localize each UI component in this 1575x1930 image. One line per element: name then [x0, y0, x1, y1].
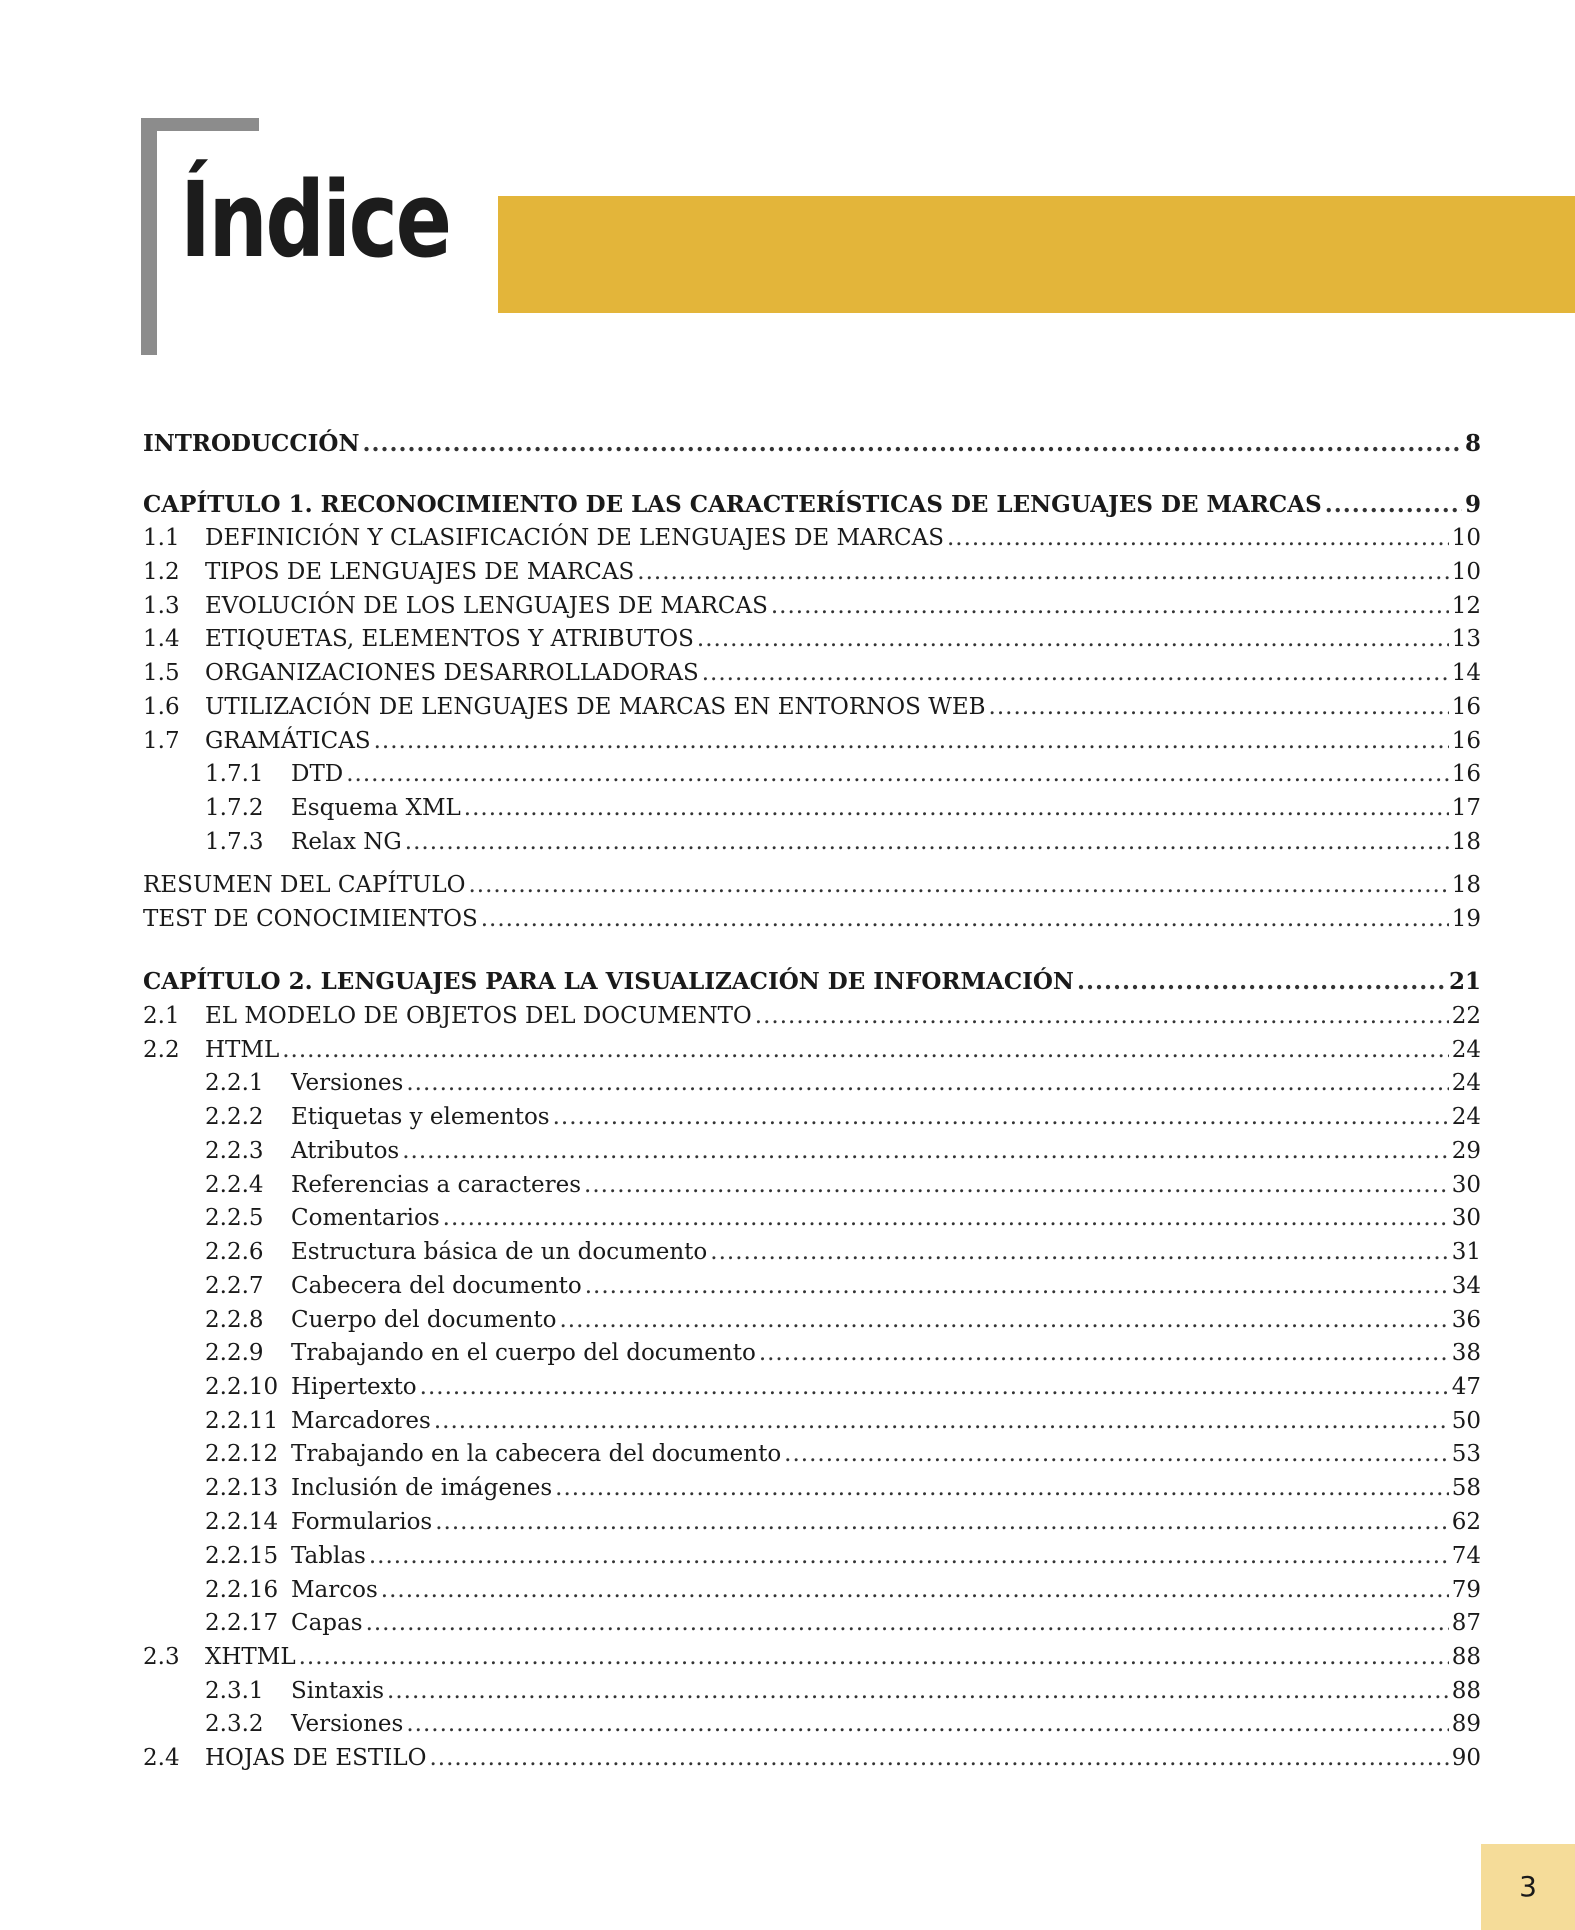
- toc-entry: [143, 427, 1481, 461]
- toc-dot-leader: [468, 868, 1448, 902]
- toc-entry-number: 2.2.12: [205, 1441, 279, 1467]
- toc-entry-number: 2.2.13: [205, 1475, 279, 1501]
- toc-entry-label: CAPÍTULO 1. RECONOCIMIENTO DE LAS CARACTERÍSTICAS DE LENGUAJES DE MARCAS: [143, 491, 1322, 518]
- toc-entry: [143, 1303, 1481, 1337]
- toc-dot-leader: [1325, 488, 1462, 522]
- toc-dot-leader: [989, 690, 1449, 724]
- toc-entry-label: Marcos: [291, 1577, 378, 1603]
- toc-entry-page: 53: [1451, 1441, 1481, 1467]
- toc-dot-leader: [755, 999, 1449, 1033]
- toc-entry-label: Etiquetas y elementos: [291, 1104, 550, 1130]
- toc-entry-number: 2.2.15: [205, 1543, 279, 1569]
- toc-entry-page: 21: [1448, 968, 1481, 995]
- toc-dot-leader: [406, 1707, 1448, 1741]
- toc-entry-label: Capas: [291, 1610, 363, 1636]
- toc-entry: [143, 1573, 1481, 1607]
- toc-dot-leader: [947, 521, 1449, 555]
- toc-entry-page: 50: [1451, 1408, 1481, 1434]
- toc-entry-page: 89: [1451, 1711, 1481, 1737]
- toc-dot-leader: [402, 1134, 1448, 1168]
- toc-entry-number: 2.2.5: [205, 1205, 264, 1231]
- toc-entry: [143, 1100, 1481, 1134]
- toc-entry-label: INTRODUCCIÓN: [143, 430, 360, 457]
- toc-entry-page: 9: [1464, 491, 1481, 518]
- toc-entry-page: 30: [1451, 1172, 1481, 1198]
- toc-entry: [143, 999, 1481, 1033]
- toc-dot-leader: [434, 1404, 1449, 1438]
- toc-entry-page: 74: [1451, 1543, 1481, 1569]
- toc-entry-number: 2.3.1: [205, 1678, 264, 1704]
- toc-entry-page: 47: [1451, 1374, 1481, 1400]
- toc-dot-leader: [429, 1741, 1448, 1775]
- toc-entry-page: 22: [1451, 1003, 1481, 1029]
- toc-entry-label: HTML: [205, 1037, 280, 1063]
- toc-entry-page: 58: [1451, 1475, 1481, 1501]
- toc-entry: [143, 825, 1481, 859]
- toc-entry: [143, 1066, 1481, 1100]
- toc-entry-number: 2.2.1: [205, 1070, 264, 1096]
- toc-entry: [143, 622, 1481, 656]
- toc-entry-number: 2.2.4: [205, 1172, 264, 1198]
- toc-entry-page: 16: [1451, 728, 1481, 754]
- toc-entry: [143, 757, 1481, 791]
- toc-dot-leader: [405, 825, 1449, 859]
- toc-dot-leader: [697, 622, 1449, 656]
- toc-entry-label: Marcadores: [291, 1408, 431, 1434]
- toc-entry-page: 90: [1451, 1745, 1481, 1771]
- toc-entry: [143, 1134, 1481, 1168]
- toc-entry: [143, 1033, 1481, 1067]
- toc-entry-label: Versiones: [291, 1711, 404, 1737]
- toc-entry-number: 2.2.6: [205, 1239, 264, 1265]
- toc-entry-label: Estructura básica de un documento: [291, 1239, 708, 1265]
- toc-entry: [143, 1505, 1481, 1539]
- toc-entry: [143, 1707, 1481, 1741]
- toc-entry: [143, 1606, 1481, 1640]
- toc-entry-label: Relax NG: [291, 829, 402, 855]
- toc-dot-leader: [362, 427, 1462, 461]
- toc-dot-leader: [637, 555, 1448, 589]
- toc-entry-label: Cabecera del documento: [291, 1273, 582, 1299]
- toc-entry-page: 62: [1451, 1509, 1481, 1535]
- toc-entry-page: 12: [1451, 593, 1481, 619]
- toc-entry-label: Hipertexto: [291, 1374, 417, 1400]
- toc-entry-page: 24: [1451, 1070, 1481, 1096]
- toc-entry-number: 1.5: [143, 660, 180, 686]
- toc-entry-label: Sintaxis: [291, 1678, 385, 1704]
- toc-entry-page: 18: [1451, 872, 1481, 898]
- toc-entry: [143, 1235, 1481, 1269]
- toc-entry-page: 10: [1451, 525, 1481, 551]
- toc-entry-number: 1.7.1: [205, 761, 264, 787]
- toc-dot-leader: [584, 1168, 1449, 1202]
- toc-entry: [143, 1741, 1481, 1775]
- toc-entry: [143, 1201, 1481, 1235]
- toc-dot-leader: [585, 1269, 1449, 1303]
- toc-entry-label: TEST DE CONOCIMIENTOS: [143, 906, 478, 932]
- toc-entry-number: 2.2.14: [205, 1509, 279, 1535]
- toc-entry-label: Formularios: [291, 1509, 433, 1535]
- toc-entry-label: Esquema XML: [291, 795, 461, 821]
- toc-entry-number: 2.2.9: [205, 1340, 264, 1366]
- toc-entry-label: Comentarios: [291, 1205, 440, 1231]
- toc-entry-number: 1.6: [143, 694, 180, 720]
- toc-entry-label: HOJAS DE ESTILO: [205, 1745, 427, 1771]
- toc-entry-number: 1.7.2: [205, 795, 264, 821]
- toc-entry-page: 34: [1451, 1273, 1481, 1299]
- toc-entry-label: Inclusión de imágenes: [291, 1475, 553, 1501]
- toc-entry: [143, 1269, 1481, 1303]
- toc-entry-page: 13: [1451, 626, 1481, 652]
- toc-entry-page: 10: [1451, 559, 1481, 585]
- toc-dot-leader: [369, 1539, 1449, 1573]
- toc-dot-leader: [553, 1100, 1449, 1134]
- toc-entry: [143, 1539, 1481, 1573]
- toc-dot-leader: [560, 1303, 1449, 1337]
- toc-entry-page: 38: [1451, 1340, 1481, 1366]
- toc-dot-leader: [381, 1573, 1449, 1607]
- toc-entry-page: 31: [1451, 1239, 1481, 1265]
- header-accent-band: [498, 196, 1575, 313]
- toc-entry-number: 2.3.2: [205, 1711, 264, 1737]
- toc-entry-number: 1.1: [143, 525, 180, 551]
- toc-dot-leader: [282, 1033, 1448, 1067]
- header-bracket-top: [141, 118, 259, 131]
- toc-dot-leader: [771, 589, 1449, 623]
- toc-dot-leader: [420, 1370, 1449, 1404]
- toc-entry-number: 1.7: [143, 728, 180, 754]
- toc-entry-label: CAPÍTULO 2. LENGUAJES PARA LA VISUALIZACIÓN DE INFORMACIÓN: [143, 968, 1074, 995]
- toc-entry-label: GRAMÁTICAS: [205, 728, 371, 754]
- toc-entry-page: 19: [1451, 906, 1481, 932]
- toc-entry-page: 8: [1464, 430, 1481, 457]
- toc-dot-leader: [435, 1505, 1448, 1539]
- toc-dot-leader: [299, 1640, 1449, 1674]
- toc-entry-number: 2.2: [143, 1037, 180, 1063]
- toc-entry: [143, 724, 1481, 758]
- page-number: 3: [1519, 1870, 1537, 1903]
- toc-entry-label: Trabajando en la cabecera del documento: [291, 1441, 782, 1467]
- toc-dot-leader: [710, 1235, 1448, 1269]
- toc-entry-page: 88: [1451, 1644, 1481, 1670]
- toc-dot-leader: [464, 791, 1449, 825]
- toc-entry-label: XHTML: [205, 1644, 296, 1670]
- toc-entry-number: 2.4: [143, 1745, 180, 1771]
- toc-entry-number: 2.3: [143, 1644, 180, 1670]
- toc-entry-label: ETIQUETAS, ELEMENTOS Y ATRIBUTOS: [205, 626, 694, 652]
- toc-entry-label: DEFINICIÓN Y CLASIFICACIÓN DE LENGUAJES DE MARCAS: [205, 525, 944, 551]
- toc-entry-number: 2.2.11: [205, 1408, 279, 1434]
- toc-entry-label: ORGANIZACIONES DESARROLLADORAS: [205, 660, 699, 686]
- toc-entry: [143, 1471, 1481, 1505]
- toc-entry-number: 2.2.3: [205, 1138, 264, 1164]
- toc-entry-label: Tablas: [291, 1543, 366, 1569]
- toc-entry-label: Referencias a caracteres: [291, 1172, 582, 1198]
- toc-entry-number: 1.2: [143, 559, 180, 585]
- toc-entry-page: 24: [1451, 1104, 1481, 1130]
- toc-entry: [143, 488, 1481, 522]
- toc-entry-page: 14: [1451, 660, 1481, 686]
- toc-entry: [143, 791, 1481, 825]
- toc-dot-leader: [555, 1471, 1449, 1505]
- toc-entry-label: UTILIZACIÓN DE LENGUAJES DE MARCAS EN ENTORNOS WEB: [205, 694, 986, 720]
- toc-entry-page: 29: [1451, 1138, 1481, 1164]
- toc-entry-page: 16: [1451, 761, 1481, 787]
- toc-entry: [143, 1640, 1481, 1674]
- toc-entry-page: 16: [1451, 694, 1481, 720]
- toc-dot-leader: [374, 724, 1449, 758]
- toc-dot-leader: [346, 757, 1448, 791]
- toc-dot-leader: [387, 1674, 1449, 1708]
- toc-entry-number: 1.4: [143, 626, 180, 652]
- toc-entry: [143, 868, 1481, 902]
- toc-entry-label: DTD: [291, 761, 344, 787]
- toc-entry: [143, 690, 1481, 724]
- toc-entry-number: 1.7.3: [205, 829, 264, 855]
- toc-entry-page: 18: [1451, 829, 1481, 855]
- toc-dot-leader: [366, 1606, 1449, 1640]
- toc-entry-label: Trabajando en el cuerpo del documento: [291, 1340, 756, 1366]
- toc-entry: [143, 1370, 1481, 1404]
- toc-entry: [143, 555, 1481, 589]
- toc-entry: [143, 1437, 1481, 1471]
- toc-dot-leader: [1077, 965, 1446, 999]
- toc-entry-page: 17: [1451, 795, 1481, 821]
- toc-entry-page: 24: [1451, 1037, 1481, 1063]
- toc-dot-leader: [702, 656, 1449, 690]
- toc-entry-number: 2.1: [143, 1003, 180, 1029]
- toc-dot-leader: [759, 1336, 1449, 1370]
- toc-entry: [143, 1336, 1481, 1370]
- toc-dot-leader: [481, 902, 1449, 936]
- toc-entry-number: 2.2.2: [205, 1104, 264, 1130]
- toc-entry-label: Atributos: [291, 1138, 400, 1164]
- toc-entry-number: 2.2.17: [205, 1610, 279, 1636]
- toc-entry: [143, 1404, 1481, 1438]
- toc-entry-number: 2.2.10: [205, 1374, 279, 1400]
- toc-entry-number: 2.2.7: [205, 1273, 264, 1299]
- toc-entry: [143, 1168, 1481, 1202]
- toc-entry-number: 2.2.16: [205, 1577, 279, 1603]
- toc-entry-label: EL MODELO DE OBJETOS DEL DOCUMENTO: [205, 1003, 752, 1029]
- toc-entry: [143, 965, 1481, 999]
- toc-dot-leader: [443, 1201, 1449, 1235]
- toc-dot-leader: [784, 1437, 1449, 1471]
- page-title: Índice: [180, 159, 450, 281]
- toc-entry: [143, 589, 1481, 623]
- header-bracket-left: [141, 118, 157, 355]
- toc-entry: [143, 902, 1481, 936]
- toc-entry-number: 2.2.8: [205, 1307, 264, 1333]
- toc-entry-label: EVOLUCIÓN DE LOS LENGUAJES DE MARCAS: [205, 593, 768, 619]
- toc-entry: [143, 1674, 1481, 1708]
- toc-entry-page: 88: [1451, 1678, 1481, 1704]
- toc-entry-number: 1.3: [143, 593, 180, 619]
- toc-entry-label: Cuerpo del documento: [291, 1307, 557, 1333]
- toc-entry-label: TIPOS DE LENGUAJES DE MARCAS: [205, 559, 635, 585]
- toc-entry-page: 79: [1451, 1577, 1481, 1603]
- toc-entry-label: RESUMEN DEL CAPÍTULO: [143, 872, 466, 898]
- toc-entry: [143, 656, 1481, 690]
- toc-entry-label: Versiones: [291, 1070, 404, 1096]
- toc-entry-page: 87: [1451, 1610, 1481, 1636]
- toc-entry-page: 30: [1451, 1205, 1481, 1231]
- toc-entry-page: 36: [1451, 1307, 1481, 1333]
- toc-dot-leader: [406, 1066, 1448, 1100]
- toc-entry: [143, 521, 1481, 555]
